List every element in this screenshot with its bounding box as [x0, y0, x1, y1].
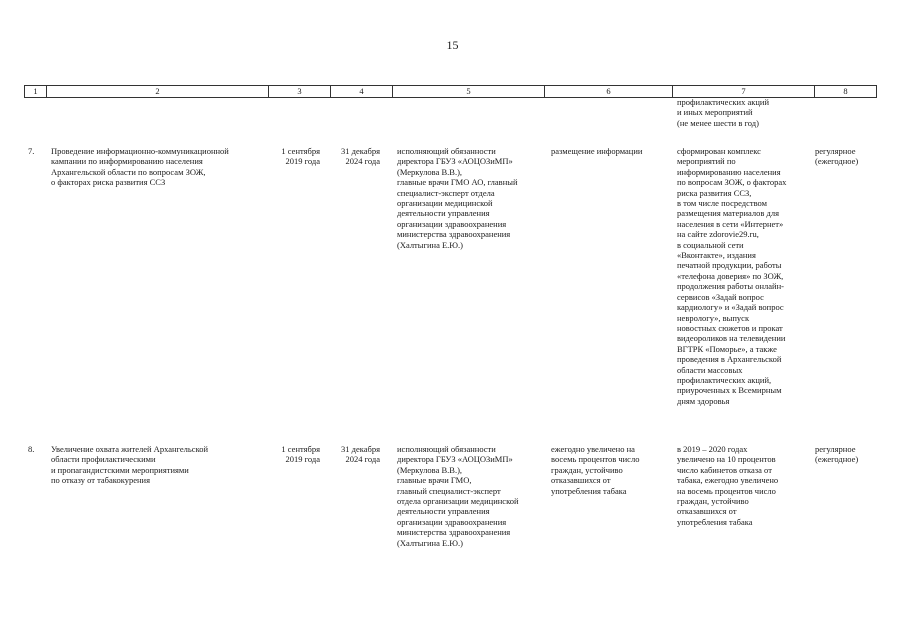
row-7-number: 7. — [28, 146, 35, 156]
row-8-responsible: исполняющий обязанности директора ГБУЗ «АОЦОЗиМП» (Меркулова В.В.), главные врачи ГМО, главный специалист-эксперт отдела организации медицинской деятельности управления организации здравоохранения министерства здравоохранения (Халтыгина Е.Ю.) — [397, 444, 519, 548]
row-7-activity: Проведение информационно-коммуникационной кампании по информированию населения Архангельской области по вопросам ЗОЖ, о факторах риска развития ССЗ — [51, 146, 229, 188]
row-8-result: в 2019 – 2020 годах увеличено на 10 процентов число кабинетов отказа от табака, ежегодно увеличено на восемь процентов число граждан, устойчиво отказавшихся от употребления табака — [677, 444, 779, 527]
row-7-start-date: 1 сентября 2019 года — [281, 146, 320, 167]
column-header-6: 6 — [545, 86, 673, 98]
column-header-3: 3 — [269, 86, 331, 98]
row-8-activity: Увеличение охвата жителей Архангельской области профилактическими и пропагандистскими мероприятиями по отказу от табакокурения — [51, 444, 209, 486]
column-header-8: 8 — [815, 86, 877, 98]
column-header-1: 1 — [25, 86, 47, 98]
row-7-result: сформирован комплекс мероприятий по информированию населения по вопросам ЗОЖ, о факторах риска развития ССЗ, в том числе посредством размещения материалов для населения в сети «Интернет» на сайте zdorovie29.ru, в социальной сети «Вконтакте», издания печатной продукции, работы «телефона доверия» по ЗОЖ, продолжения работы онлайн- сервисов «Задай вопрос кардиологу» и «Задай вопрос неврологу», выпуск новостных сюжетов и прокат видеороликов на телевидении ВГТРК «Поморье», а также проведения в Архангельской области массовых профилактических акций, приуроченных к Всемирным дням здоровья — [677, 146, 787, 406]
continuation-text: профилактических акций и иных мероприятий (не менее шести в год) — [677, 97, 770, 128]
column-header-2: 2 — [47, 86, 269, 98]
row-8-end-date: 31 декабря 2024 года — [341, 444, 380, 465]
row-8-frequency: регулярное (ежегодное) — [815, 444, 859, 465]
page-number: 15 — [446, 38, 459, 52]
row-7-frequency: регулярное (ежегодное) — [815, 146, 859, 167]
row-7-indicator: размещение информации — [551, 146, 643, 156]
row-8-indicator: ежегодно увеличено на восемь процентов число граждан, устойчиво отказавшихся от употребления табака — [551, 444, 640, 496]
row-8-number: 8. — [28, 444, 35, 454]
column-header-5: 5 — [393, 86, 545, 98]
column-header-7: 7 — [673, 86, 815, 98]
row-8-start-date: 1 сентября 2019 года — [281, 444, 320, 465]
row-7-responsible: исполняющий обязанности директора ГБУЗ «АОЦОЗиМП» (Меркулова В.В.), главные врачи ГМО АО, главный специалист-эксперт отдела организации медицинской деятельности управления организации здравоохранения министерства здравоохранения (Халтыгина Е.Ю.) — [397, 146, 518, 250]
column-header-4: 4 — [331, 86, 393, 98]
row-7-end-date: 31 декабря 2024 года — [341, 146, 380, 167]
